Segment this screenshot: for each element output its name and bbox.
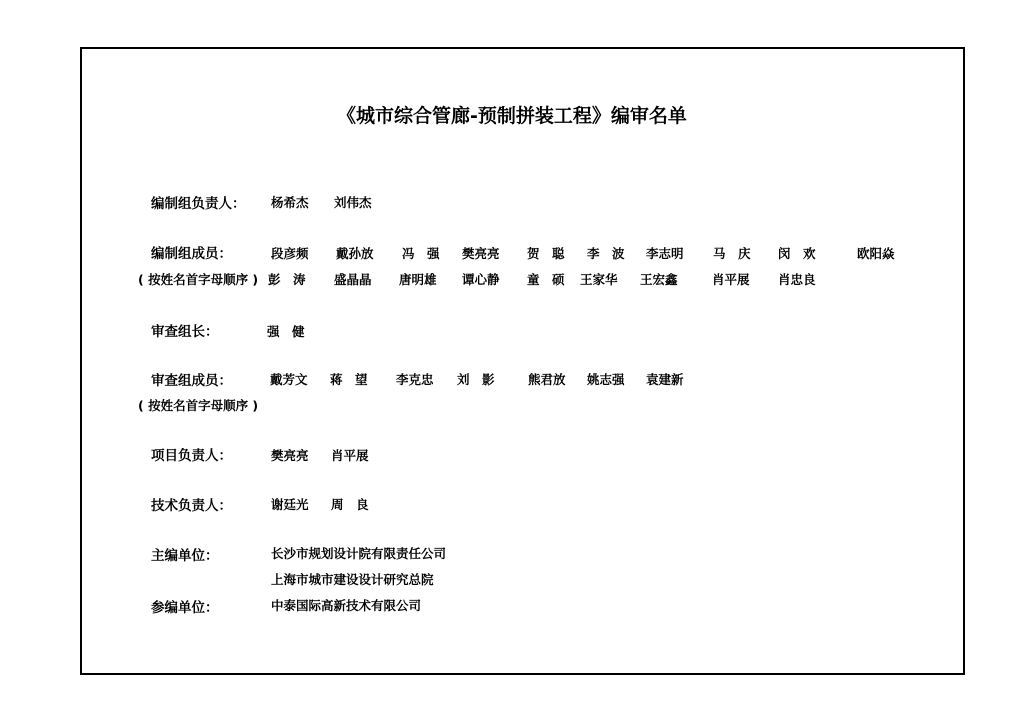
member-name: 肖平展	[712, 272, 750, 287]
member-name: 盛晶晶	[334, 272, 372, 287]
reviewer-name: 刘 影	[457, 372, 495, 387]
chief-unit-name: 长沙市规划设计院有限责任公司	[271, 546, 447, 561]
document-title: 《城市综合管廊-预制拼装工程》编审名单	[337, 105, 687, 127]
member-name: 贺 聪	[527, 246, 565, 261]
review-members-label: 审查组成员：	[151, 373, 232, 389]
member-name: 童 硕	[527, 272, 565, 287]
member-name: 李 波	[587, 246, 625, 261]
reviewer-name: 袁建新	[646, 372, 684, 387]
tech-lead-name: 谢廷光	[271, 497, 309, 512]
review-lead-name: 强 健	[267, 324, 305, 339]
project-lead-label: 项目负责人：	[151, 448, 232, 464]
member-name: 李志明	[646, 246, 684, 261]
review-lead-label: 审查组长：	[151, 324, 219, 340]
reviewer-name: 蒋 望	[330, 372, 368, 387]
reviewer-name: 戴芳文	[270, 372, 308, 387]
participating-units-label: 参编单位：	[151, 600, 219, 616]
member-name: 唐明雄	[399, 272, 437, 287]
reviewer-name: 姚志强	[587, 372, 625, 387]
member-name: 樊亮亮	[462, 246, 500, 261]
member-name: 冯 强	[402, 246, 440, 261]
member-name: 王家华	[580, 272, 618, 287]
chief-unit-name: 上海市城市建设设计研究总院	[271, 572, 434, 587]
compile-members-label: 编制组成员：	[151, 246, 232, 262]
project-lead-name: 肖平展	[331, 448, 369, 463]
compile-members-order-note: ( 按姓名首字母顺序 )	[138, 272, 259, 287]
tech-lead-name: 周 良	[331, 497, 369, 512]
member-name: 段彦频	[271, 246, 309, 261]
compile-lead-name: 刘伟杰	[334, 195, 372, 210]
compile-lead-label: 编制组负责人：	[151, 196, 246, 212]
tech-lead-label: 技术负责人：	[151, 498, 232, 514]
chief-units-label: 主编单位：	[151, 548, 219, 564]
reviewer-name: 李克忠	[396, 372, 434, 387]
review-members-order-note: ( 按姓名首字母顺序 )	[138, 398, 259, 413]
compile-lead-name: 杨希杰	[271, 195, 309, 210]
member-name: 彭 涛	[268, 272, 306, 287]
page-border-frame	[80, 47, 965, 675]
participating-unit-name: 中泰国际高新技术有限公司	[271, 598, 422, 613]
member-name: 马 庆	[713, 246, 751, 261]
member-name: 欧阳焱	[857, 246, 895, 261]
reviewer-name: 熊君放	[528, 372, 566, 387]
member-name: 肖忠良	[778, 272, 816, 287]
member-name: 王宏鑫	[640, 272, 678, 287]
member-name: 闵 欢	[778, 246, 816, 261]
member-name: 戴孙放	[336, 246, 374, 261]
project-lead-name: 樊亮亮	[271, 448, 309, 463]
member-name: 谭心静	[462, 272, 500, 287]
